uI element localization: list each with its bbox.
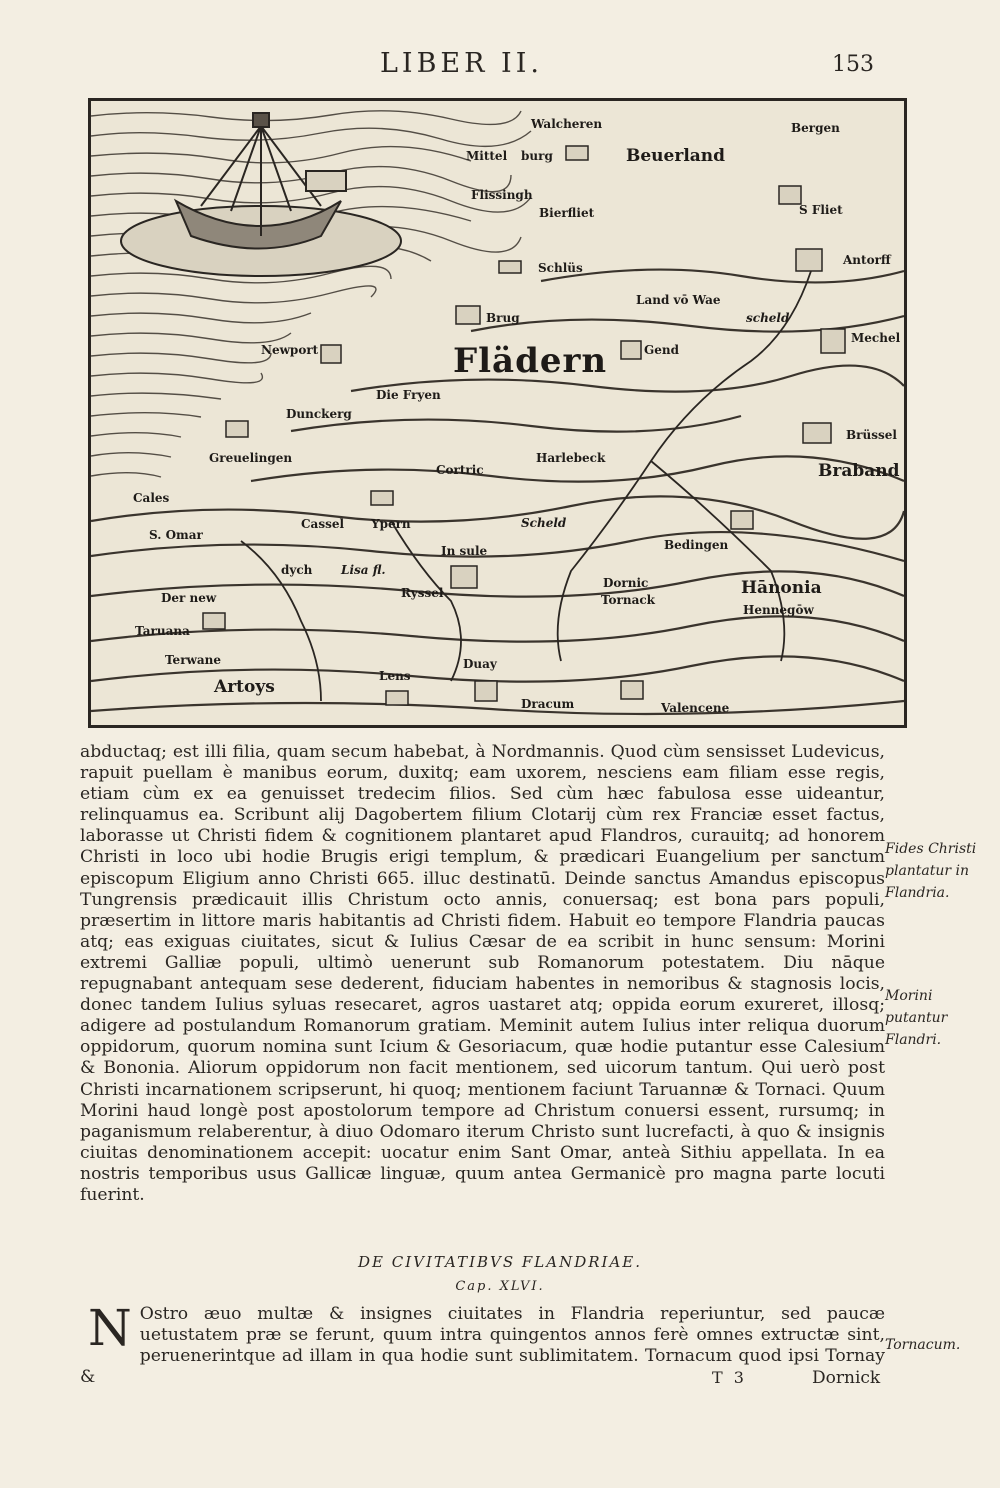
map-label-die-fryen: Die Fryen: [376, 388, 441, 402]
map-label-der-new: Der new: [161, 591, 217, 605]
map-label-walcheren: Walcheren: [531, 117, 603, 131]
map-label-greuelingen: Greuelingen: [209, 451, 293, 465]
margin-note-fides: Fides Christi plantatur in Flandria.: [885, 841, 977, 901]
map-label-ypern: Ypern: [371, 517, 411, 531]
map-label-tornack: Tornack: [601, 593, 655, 607]
map-label-scheld-north: scheld: [746, 311, 790, 325]
main-text: [80, 742, 885, 1206]
map-label-braband: Braband: [818, 461, 900, 481]
map-label-mechel: Mechel: [851, 331, 901, 345]
signature-mark: T 3: [712, 1368, 747, 1387]
map-label-cales: Cales: [133, 491, 170, 505]
map-label-bergen: Bergen: [791, 121, 840, 135]
map-label-flissingh: Flissingh: [471, 188, 533, 202]
ship-drawing: [121, 113, 401, 276]
body-paragraph: abductaq; est illi filia, quam secum habebat, à Nordmannis. Quod cùm sensisset Ludevicus, rapuit puellam è manibus eorum, duxitq; eam uxorem, nesciens eam filiam esse regis, etiam cùm ex ea genuisset tredecim filios. Sed cùm hæc fabulosa esse uideantur, relinquamus ea. Scribunt alij Dagobertem filium Clotarij cùm rex Franciæ esset factus, laborasse ut Christi fidem & cognitionem plantaret apud Flandros, curauitq; ad honorem Christi in loco ubi hodie Brugis erigi templum, & prædicari Euangelium per sanctum episcopum Eligium anno Christi 665. illuc destinatū. Deinde sanctus Amandus episcopus Tungrensis prædicauit illis Christum octo annis, conuersaq; est bona pars populi, præsertim in littore maris habitantis ad Christi fidem. Habuit eo tempore Flandria paucas atq; eas exiguas ciuitates, sicut & Iulius Cæsar de ea scribit in hunc sensum: Morini extremi Galliæ populi, ultimò uenerunt sub Romanorum potestatem. Diu nāque repugnabant antequam sese dederent, fiduciam habentes in nemoribus & stagnosis locis, donec tandem Iulius syluas resecaret, agros uastaret atq; oppida eorum exureret, illosq; adigere ad postulandum Romanorum gratiam. Meminit autem Iulius inter reliqua duorum oppidorum, quorum nomina sunt Icium & Gesoriacum, quæ hodie putantur esse Calesium & Bononia. Aliorum oppidorum non facit mentionem, sed uicorum tantum. Qui uerò post Christi incarnationem scripserunt, hi quoq; mentionem faciunt Taruannæ & Tornaci. Quum Morini haud longè post apostolorum tempore ad Christum conuersi essent, rursumq; in paganismum relaberentur, à diuo Odomaro iterum Christo sunt lucrefacti, à quo & insignis ciuitas denominationem accepit: uocatur enim Sant Omar, anteà Sithiu appellata. In ea nostris temporibus usus Gallicæ linguæ, quum antea Germanicè pro magna parte locuti fuerint.: [80, 742, 885, 1205]
map-label-terwane: Terwane: [165, 653, 221, 667]
drop-cap: N: [88, 1299, 132, 1357]
map-title-flandern: Flädern: [453, 341, 608, 381]
map-label-newport: Newport: [261, 343, 319, 357]
map-label-lisa: Lisa fl.: [341, 563, 386, 577]
rivers: [241, 271, 811, 701]
page-number: 153: [832, 52, 874, 77]
map-label-dracum: Dracum: [521, 697, 575, 711]
map-label-schlus: Schlüs: [538, 261, 583, 275]
chapter-paragraph: Ostro æuo multæ & insignes ciuitates in Flandria reperiuntur, sed paucæ uetustatem præ se ferunt, quum intra quingentos annos ferè omnes extructæ sint, peruenerintque ad illam in qua hodie sunt sublimitatem. Tornacum quod ipsi Tornay &: [80, 1304, 885, 1387]
running-head: LIBER II.: [380, 48, 543, 79]
map-label-lens: Lens: [379, 669, 411, 683]
map-label-dunckerg: Dunckerg: [286, 407, 352, 421]
map-label-scheld-south: Scheld: [521, 516, 567, 530]
chapter-heading: DE CIVITATIBVS FLANDRIAE.: [357, 1253, 643, 1271]
map-label-valencene: Valencene: [661, 701, 730, 715]
margin-note-tornacum: Tornacum.: [885, 1337, 961, 1353]
map-label-brug: Brug: [486, 311, 520, 325]
map-label-taruana: Taruana: [135, 624, 190, 638]
chapter-text: [80, 1299, 885, 1388]
map-label-bierfliet: Bierfliet: [539, 206, 595, 220]
catchword: Dornick: [812, 1368, 881, 1388]
woodcut-map: [88, 98, 907, 728]
map-label-artoys: Artoys: [214, 677, 275, 697]
map-label-duay: Duay: [463, 657, 497, 671]
map-label-in-sule: In sule: [441, 544, 488, 558]
map-label-hennegow: Hennegōw: [743, 603, 814, 617]
map-label-antorff: Antorff: [843, 253, 891, 267]
map-label-mittel: Mittel: [466, 149, 508, 163]
map-label-sfliet: S Fliet: [799, 203, 843, 217]
sea-hatching: [91, 111, 531, 477]
map-label-brussel: Brüssel: [846, 428, 897, 442]
chapter-number: Cap. XLVI.: [455, 1279, 545, 1294]
map-label-hanonia: Hānonia: [741, 578, 822, 598]
map-label-st-omar: S. Omar: [149, 528, 203, 542]
map-label-harlebeck: Harlebeck: [536, 451, 606, 465]
land-hatching: [91, 270, 904, 714]
map-label-burg: burg: [521, 149, 553, 163]
map-label-cassel: Cassel: [301, 517, 345, 531]
margin-note-morini: Morini putantur Flandri.: [885, 988, 948, 1048]
map-label-ryssel: Ryssel: [401, 586, 444, 600]
map-label-beuerland: Beuerland: [626, 146, 726, 166]
map-label-dych: dych: [281, 563, 313, 577]
map-label-bedingen: Bedingen: [664, 538, 729, 552]
map-label-land-van-waes: Land vō Wae: [636, 293, 721, 307]
map-label-gend: Gend: [644, 343, 679, 357]
map-label-dornic: Dornic: [603, 576, 649, 590]
map-label-cortric: Cortric: [436, 463, 484, 477]
